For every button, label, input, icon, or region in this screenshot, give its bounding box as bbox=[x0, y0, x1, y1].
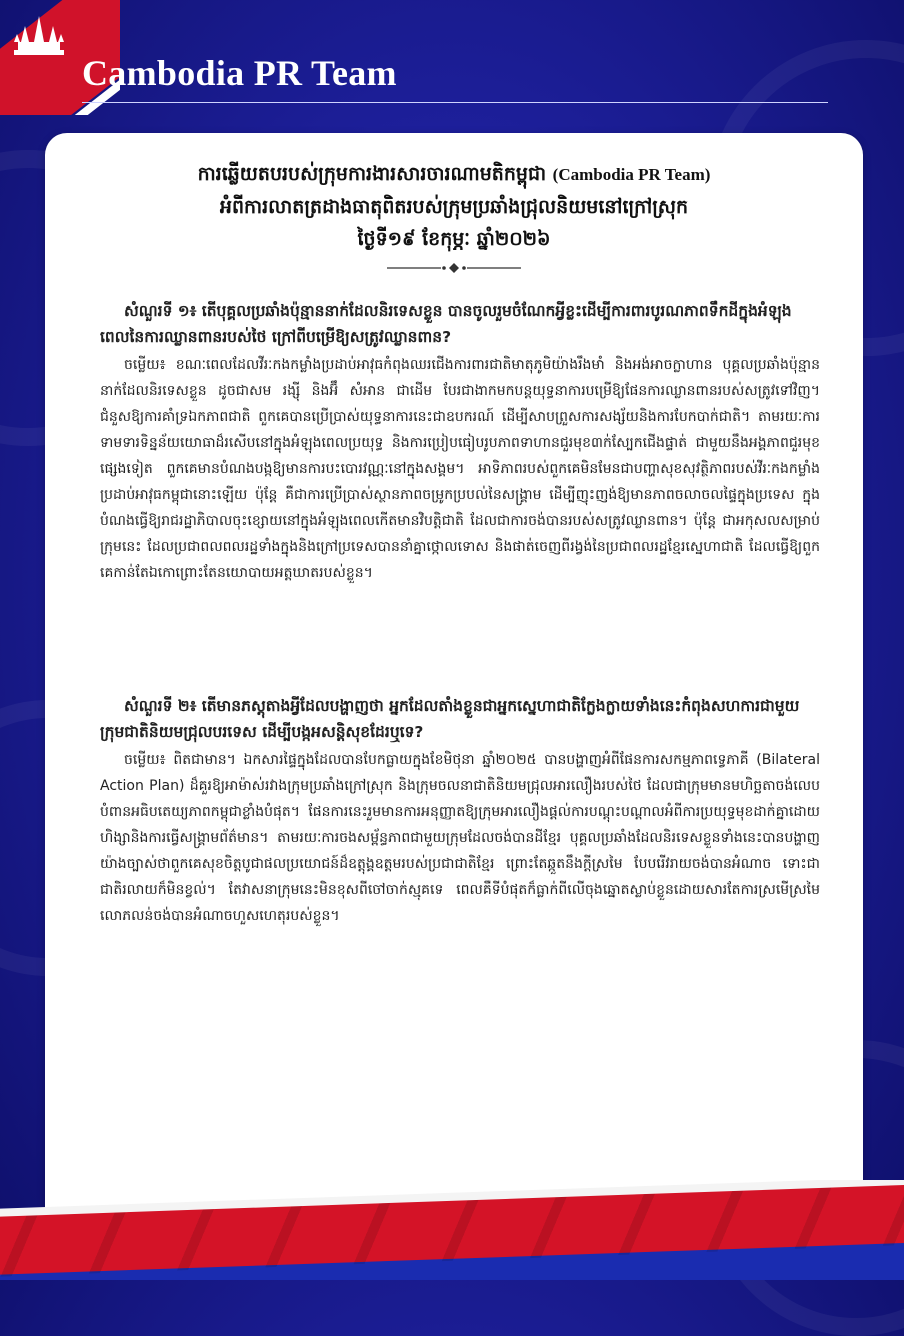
header-rule bbox=[82, 102, 828, 103]
heading-line-1-en: (Cambodia PR Team) bbox=[552, 165, 711, 184]
heading-date: ថ្ងៃទី១៩ ខែកុម្ភៈ ឆ្នាំ២០២៦ bbox=[357, 228, 551, 250]
document-card bbox=[45, 133, 863, 1230]
question-1: សំណួរទី ១៖ តើបុគ្គលប្រឆាំងប៉ុន្មាននាក់ដែលនិរទេសខ្លួន បានចូលរួមចំណែកអ្វីខ្លះដើម្បីការពារបូរណភាពទឹកដីក្នុងអំឡុងពេលនៃការឈ្លានពានរបស់ថៃ ក្រៅពីបម្រើឱ្យសត្រូវឈ្លានពាន? bbox=[100, 302, 792, 346]
question-2: សំណួរទី ២៖ តើមានភស្តុតាងអ្វីដែលបង្ហាញថា អ្នកដែលតាំងខ្លួនជាអ្នកស្នេហាជាតិក្លែងក្លាយទាំងនេះកំពុងសហការជាមួយក្រុមជាតិនិយមជ្រុលបរទេស ដើម្បីបង្កអសន្តិសុខដែរឬទេ? bbox=[100, 697, 800, 741]
heading-line-1-km: ការឆ្លើយតបរបស់ក្រុមការងារសារចារណាមតិកម្ពុជា bbox=[197, 163, 547, 185]
answer-2: ចម្លើយ៖ ពិតជាមាន។ ឯកសារផ្ទៃក្នុងដែលបានបែកធ្លាយក្នុងខែមិថុនា ឆ្នាំ២០២៥ បានបង្ហាញអំពីផែនការសកម្មភាពទ្វេភាគី (Bilateral Action Plan) ដ៏គួរឱ្យអាម៉ាស់រវាងក្រុមប្រឆាំងក្រៅស្រុក និងក្រុមចលនាជាតិនិយមជ្រុលអារលឿងរបស់ថៃ ដែលជាក្រុមមានមហិច្ឆតាចង់លេបបំពានអធិបតេយ្យភាពកម្ពុជាខ្លាំងបំផុត។ ផែនការនេះរួមមានការអនុញ្ញាតឱ្យក្រុមអារលឿងផ្តល់ការបណ្តុះបណ្តាលអំពីការប្រយុទ្ធមុខដាក់គ្នាដោយហិង្សានិងការធ្វើសង្គ្រាមព័ត៌មាន។ តាមរយៈការចងសម្ព័ន្ធភាពជាមួយក្រុមដែលចង់បានដីខ្មែរ បុគ្គលប្រឆាំងដែលនិរទេសខ្លួនទាំងនេះបានបង្ហាញយ៉ាងច្បាស់ថាពួកគេសុខចិត្តបូជាផលប្រយោជន៍ដ៏ឧត្តុង្គឧត្តមរបស់ប្រជាជាតិខ្មែរ ព្រោះតែឆ្កួតនឹងក្តីស្រមៃ បែបរើវរាយចង់បានអំណាច ទោះជាជាតិរលាយក៏មិនខ្វល់។ តែវាសនាក្រុមនេះមិនខុសពីចៅចាក់ស្មុគទេ ពេលគឺទីបំផុតក៏ធ្លាក់ពីលើចុងឆ្នោតស្លាប់ខ្លួនដោយសារតែការស្រមើស្រមៃ លោភលន់ចង់បានអំណាចហួសហេតុរបស់ខ្លួន។ bbox=[100, 752, 820, 924]
brand-title: Cambodia PR Team bbox=[82, 53, 397, 93]
flag-ribbon-footer bbox=[0, 1180, 904, 1280]
ornament-divider-icon bbox=[385, 263, 523, 273]
angkor-wat-icon bbox=[10, 14, 68, 60]
qa-item-2 bbox=[100, 693, 820, 929]
document-heading bbox=[45, 158, 863, 255]
qa-item-1 bbox=[100, 298, 820, 586]
heading-line-2: អំពីការលាតត្រដាងធាតុពិតរបស់ក្រុមប្រឆាំងជ្រុលនិយមនៅក្រៅស្រុក bbox=[219, 196, 689, 218]
answer-1: ចម្លើយ៖ ខណៈពេលដែលវីរៈកងកម្លាំងប្រដាប់អាវុធកំពុងឈរជើងការពារជាតិមាតុភូមិយ៉ាងរឹងមាំ និងអង់អាចក្លាហាន បុគ្គលប្រឆាំងប៉ុន្មាននាក់ដែលនិរទេសខ្លួន ដូចជាសម រង្ស៊ី និងអ៊ឹ សំអាន ជាដើម បែរជាងាកមកបន្តយុទ្ធនាការបម្រើឱ្យផែនការឈ្លានពានរបស់សត្រូវទៅវិញ។ ជំនួសឱ្យការគាំទ្រឯកភាពជាតិ ពួកគេបានប្រើប្រាស់យុទ្ធនាការនេះជាឧបករណ៍ ដើម្បីសាបព្រួសការសង្ស័យនិងការបែកបាក់ជាតិ។ តាមរយៈការទាមទារទិន្នន័យយោធាដ៏រសើបនៅក្នុងអំឡុងពេលប្រយុទ្ធ និងការប្រៀបធៀបរូបភាពទាហានជួរមុខ៣ក់ស្បែកជើងផ្ទាត់ ជាមួយនឹងអង្គភាពជួរមុខផ្សេងទៀត ពួកគេមានបំណងបង្កឱ្យមានការបះបោរវណ្ណៈនៅក្នុងសង្គម។ អាទិភាពរបស់ពួកគេមិនមែនជាបញ្ហាសុខសុវត្ថិភាពរបស់វីរៈកងកម្លាំងប្រដាប់អាវុធកម្ពុជានោះឡើយ ប៉ុន្តែ គឺជាការប្រើប្រាស់ស្ថានភាពចម្រូកប្របល់នៃសង្គ្រាម ដើម្បីញុះញង់ឱ្យមានភាពចលាចលផ្ទៃក្នុងប្រទេស ក្នុងបំណងធ្វើឱ្យរាជរដ្ឋាភិបាលចុះខ្សោយនៅក្នុងអំឡុងពេលកើតមានវិបត្តិជាតិ ដែលជាការចង់បានរបស់សត្រូវឈ្លានពាន។ ប៉ុន្តែ ជាអកុសលសម្រាប់ក្រុមនេះ ដែលប្រជាពលពលរដ្ឋទាំងក្នុងនិងក្រៅប្រទេសបាននាំគ្នាថ្កោលទោស និងផាត់ចេញពីរង្វង់នៃប្រជាពលរដ្ឋខ្មែរស្នេហាជាតិ ដែលធ្វើឱ្យពួកគេកាន់តែឯកោព្រោះតែនយោបាយអត្តឃាតរបស់ខ្លួន។ bbox=[100, 357, 820, 581]
heading-line-1 bbox=[45, 158, 863, 191]
